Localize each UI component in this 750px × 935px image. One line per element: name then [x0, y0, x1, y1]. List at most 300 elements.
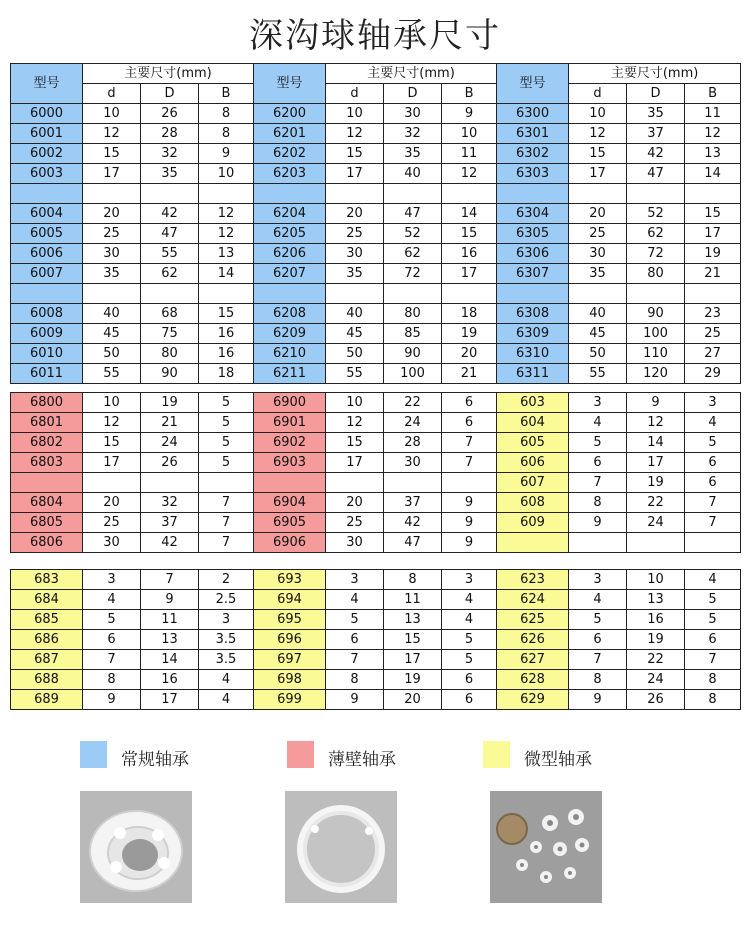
dim-B-cell: 18 — [199, 364, 254, 384]
dim-d-cell: 25 — [83, 513, 141, 533]
dim-d-cell: 20 — [83, 204, 141, 224]
model-cell: 629 — [497, 690, 569, 710]
dim-d-cell: 50 — [569, 344, 627, 364]
dim-d-cell: 9 — [83, 690, 141, 710]
dim-B-cell: 4 — [442, 610, 497, 630]
dim-B-cell: 2 — [199, 570, 254, 590]
dim-d-cell: 30 — [326, 533, 384, 553]
model-cell: 6311 — [497, 364, 569, 384]
legend-swatch-standard — [80, 741, 107, 768]
legend-swatch-thin — [287, 741, 314, 768]
dim-B-cell: 5 — [199, 413, 254, 433]
dim-B-cell: 9 — [199, 144, 254, 164]
dim-D-cell: 20 — [384, 690, 442, 710]
dim-d-cell: 17 — [83, 164, 141, 184]
model-cell: 6902 — [254, 433, 326, 453]
dim-B-cell: 14 — [442, 204, 497, 224]
dim-D-cell: 75 — [141, 324, 199, 344]
dim-d-cell: 15 — [83, 433, 141, 453]
dim-D-cell — [384, 284, 442, 304]
model-cell: 6006 — [11, 244, 83, 264]
dim-B-cell: 15 — [199, 304, 254, 324]
dim-D-cell: 100 — [384, 364, 442, 384]
model-cell: 689 — [11, 690, 83, 710]
dim-B-cell: 19 — [442, 324, 497, 344]
dim-B-cell: 8 — [685, 690, 741, 710]
dim-B-cell: 5 — [685, 590, 741, 610]
table-row — [11, 453, 741, 473]
dim-d-cell: 4 — [83, 590, 141, 610]
dim-B-cell: 7 — [442, 453, 497, 473]
model-cell — [497, 184, 569, 204]
dim-d-cell: 4 — [569, 413, 627, 433]
dim-B-cell: 17 — [442, 264, 497, 284]
dim-B-cell: 12 — [199, 224, 254, 244]
dim-D-cell — [627, 284, 685, 304]
dim-d-cell: 55 — [326, 364, 384, 384]
dim-d-cell: 55 — [83, 364, 141, 384]
dim-B-cell: 6 — [685, 473, 741, 493]
dim-d-cell: 12 — [326, 124, 384, 144]
dim-D-cell: 26 — [627, 690, 685, 710]
dim-B-cell: 21 — [685, 264, 741, 284]
dim-d-cell: 17 — [326, 164, 384, 184]
dim-D-cell: 55 — [141, 244, 199, 264]
dim-B-cell: 6 — [442, 413, 497, 433]
dim-B-cell: 4 — [199, 670, 254, 690]
dim-B-cell: 9 — [442, 533, 497, 553]
dim-B-cell — [199, 473, 254, 493]
model-cell: 6209 — [254, 324, 326, 344]
dim-d-cell: 17 — [83, 453, 141, 473]
dim-d-cell: 50 — [83, 344, 141, 364]
dim-D-cell: 16 — [627, 610, 685, 630]
dim-d-cell — [326, 473, 384, 493]
table-row — [11, 304, 741, 324]
model-cell: 6000 — [11, 104, 83, 124]
dim-D-cell: 32 — [141, 493, 199, 513]
dim-B-cell — [685, 284, 741, 304]
dim-D-cell: 12 — [627, 413, 685, 433]
model-cell: 6001 — [11, 124, 83, 144]
model-cell: 6011 — [11, 364, 83, 384]
dim-D-cell: 19 — [627, 473, 685, 493]
dim-d-cell: 3 — [326, 570, 384, 590]
dim-D-cell: 22 — [384, 393, 442, 413]
dims-header: 主要尺寸(mm) — [569, 64, 741, 84]
model-cell: 6804 — [11, 493, 83, 513]
model-cell: 6903 — [254, 453, 326, 473]
dim-D-cell: 47 — [384, 204, 442, 224]
dim-d-cell: 30 — [83, 533, 141, 553]
table-row — [11, 630, 741, 650]
model-cell: 6210 — [254, 344, 326, 364]
dim-d-cell: 15 — [326, 433, 384, 453]
model-cell: 695 — [254, 610, 326, 630]
page-title: 深沟球轴承尺寸 — [249, 16, 501, 56]
model-cell: 6204 — [254, 204, 326, 224]
dim-B-cell: 5 — [685, 610, 741, 630]
dim-d-cell: 20 — [326, 493, 384, 513]
table-header-row — [11, 64, 741, 84]
dim-d-cell: 9 — [569, 690, 627, 710]
dim-d-cell: 10 — [326, 393, 384, 413]
dim-B-cell: 15 — [685, 204, 741, 224]
dim-D-cell: 37 — [141, 513, 199, 533]
dim-D-cell: 16 — [141, 670, 199, 690]
dims-header: 主要尺寸(mm) — [326, 64, 497, 84]
dim-d-cell: 10 — [83, 393, 141, 413]
miniature-bearing-photo — [490, 791, 602, 903]
dim-D-cell: 17 — [627, 453, 685, 473]
dim-d-cell: 9 — [569, 513, 627, 533]
model-cell: 6304 — [497, 204, 569, 224]
dim-B-cell: 3.5 — [199, 650, 254, 670]
model-cell: 696 — [254, 630, 326, 650]
model-cell: 608 — [497, 493, 569, 513]
model-cell: 6308 — [497, 304, 569, 324]
dim-d-cell — [83, 184, 141, 204]
dim-B-cell: 7 — [685, 650, 741, 670]
dim-d-cell: 45 — [83, 324, 141, 344]
dim-d-cell: 10 — [326, 104, 384, 124]
dim-B-cell — [685, 533, 741, 553]
dim-d-cell: 45 — [569, 324, 627, 344]
dim-D-cell: 72 — [627, 244, 685, 264]
dim-B-cell: 6 — [442, 690, 497, 710]
model-cell: 605 — [497, 433, 569, 453]
dim-D-cell: 47 — [384, 533, 442, 553]
legend-label-miniature: 微型轴承 — [524, 750, 592, 770]
col-D-header: D — [384, 84, 442, 104]
model-cell: 693 — [254, 570, 326, 590]
model-cell: 6307 — [497, 264, 569, 284]
dim-D-cell: 80 — [627, 264, 685, 284]
dim-B-cell: 6 — [442, 670, 497, 690]
dim-B-cell: 17 — [685, 224, 741, 244]
col-B-header: B — [199, 84, 254, 104]
dim-D-cell: 19 — [141, 393, 199, 413]
col-d-header: d — [326, 84, 384, 104]
dim-B-cell: 9 — [442, 493, 497, 513]
dim-D-cell: 17 — [141, 690, 199, 710]
model-cell: 6800 — [11, 393, 83, 413]
model-cell: 6010 — [11, 344, 83, 364]
dim-B-cell — [685, 184, 741, 204]
model-cell — [254, 184, 326, 204]
dim-D-cell — [384, 473, 442, 493]
dim-D-cell: 32 — [141, 144, 199, 164]
dim-D-cell: 28 — [141, 124, 199, 144]
dim-D-cell: 9 — [627, 393, 685, 413]
dim-d-cell — [569, 184, 627, 204]
dim-d-cell: 5 — [569, 610, 627, 630]
dim-D-cell: 72 — [384, 264, 442, 284]
model-cell: 697 — [254, 650, 326, 670]
dim-D-cell: 42 — [384, 513, 442, 533]
dim-d-cell: 3 — [569, 570, 627, 590]
table-row — [11, 204, 741, 224]
dim-d-cell: 20 — [326, 204, 384, 224]
dim-B-cell: 5 — [199, 453, 254, 473]
model-cell: 6202 — [254, 144, 326, 164]
dim-D-cell: 28 — [384, 433, 442, 453]
dim-d-cell: 35 — [569, 264, 627, 284]
dim-d-cell — [83, 473, 141, 493]
table-row — [11, 433, 741, 453]
dim-B-cell: 13 — [685, 144, 741, 164]
dim-D-cell: 42 — [141, 533, 199, 553]
model-cell: 6901 — [254, 413, 326, 433]
dim-B-cell: 15 — [442, 224, 497, 244]
dim-B-cell: 13 — [199, 244, 254, 264]
dim-B-cell: 5 — [442, 630, 497, 650]
dim-d-cell: 4 — [326, 590, 384, 610]
dim-d-cell: 20 — [569, 204, 627, 224]
dim-D-cell: 13 — [141, 630, 199, 650]
model-cell: 6007 — [11, 264, 83, 284]
dim-d-cell: 5 — [569, 433, 627, 453]
model-cell: 6803 — [11, 453, 83, 473]
table-row — [11, 124, 741, 144]
model-cell: 6806 — [11, 533, 83, 553]
dim-D-cell: 100 — [627, 324, 685, 344]
dim-B-cell: 12 — [685, 124, 741, 144]
model-cell: 6805 — [11, 513, 83, 533]
dim-B-cell: 11 — [685, 104, 741, 124]
dim-d-cell: 10 — [83, 104, 141, 124]
dim-B-cell — [442, 284, 497, 304]
dim-d-cell: 30 — [83, 244, 141, 264]
dim-D-cell: 120 — [627, 364, 685, 384]
dim-D-cell: 47 — [141, 224, 199, 244]
dim-d-cell: 40 — [326, 304, 384, 324]
dim-B-cell: 21 — [442, 364, 497, 384]
table-row — [11, 650, 741, 670]
model-cell — [11, 184, 83, 204]
dim-d-cell: 6 — [326, 630, 384, 650]
dim-B-cell: 16 — [199, 324, 254, 344]
dim-d-cell: 12 — [83, 124, 141, 144]
dim-D-cell: 7 — [141, 570, 199, 590]
dim-D-cell: 22 — [627, 650, 685, 670]
dim-B-cell: 4 — [442, 590, 497, 610]
dim-D-cell: 37 — [384, 493, 442, 513]
dim-D-cell: 37 — [627, 124, 685, 144]
dim-B-cell: 3 — [442, 570, 497, 590]
thin-wall-bearing-table — [10, 392, 741, 553]
dim-D-cell: 40 — [384, 164, 442, 184]
table-row — [11, 344, 741, 364]
dim-D-cell: 11 — [384, 590, 442, 610]
model-cell: 6900 — [254, 393, 326, 413]
standard-bearing-photo — [80, 791, 192, 903]
table-row — [11, 164, 741, 184]
model-cell: 6300 — [497, 104, 569, 124]
dim-B-cell: 3 — [199, 610, 254, 630]
dim-D-cell: 85 — [384, 324, 442, 344]
dim-B-cell — [199, 184, 254, 204]
table-row — [11, 570, 741, 590]
dim-B-cell: 6 — [685, 453, 741, 473]
dim-D-cell — [627, 184, 685, 204]
dim-B-cell: 14 — [199, 264, 254, 284]
dim-d-cell: 30 — [569, 244, 627, 264]
dim-d-cell: 8 — [569, 493, 627, 513]
table-row — [11, 224, 741, 244]
model-cell: 625 — [497, 610, 569, 630]
dim-D-cell: 24 — [627, 670, 685, 690]
dim-D-cell: 24 — [384, 413, 442, 433]
dim-D-cell: 13 — [384, 610, 442, 630]
model-cell: 6008 — [11, 304, 83, 324]
dim-d-cell: 25 — [569, 224, 627, 244]
model-cell — [11, 473, 83, 493]
dim-d-cell: 45 — [326, 324, 384, 344]
dim-B-cell: 23 — [685, 304, 741, 324]
model-cell: 626 — [497, 630, 569, 650]
dim-D-cell: 24 — [141, 433, 199, 453]
dim-D-cell — [141, 473, 199, 493]
dim-D-cell: 42 — [627, 144, 685, 164]
dim-D-cell — [141, 284, 199, 304]
table-row — [11, 513, 741, 533]
dim-B-cell: 18 — [442, 304, 497, 324]
dim-d-cell: 6 — [83, 630, 141, 650]
model-cell: 6906 — [254, 533, 326, 553]
model-cell: 623 — [497, 570, 569, 590]
dim-B-cell: 7 — [685, 493, 741, 513]
dim-B-cell: 12 — [442, 164, 497, 184]
dim-d-cell — [83, 284, 141, 304]
dim-D-cell: 21 — [141, 413, 199, 433]
dim-d-cell: 25 — [326, 513, 384, 533]
dim-D-cell: 80 — [384, 304, 442, 324]
model-cell — [254, 473, 326, 493]
dim-d-cell: 7 — [569, 473, 627, 493]
dim-D-cell: 90 — [141, 364, 199, 384]
dim-B-cell: 25 — [685, 324, 741, 344]
model-cell: 683 — [11, 570, 83, 590]
dim-d-cell: 4 — [569, 590, 627, 610]
legend-swatch-miniature — [483, 741, 510, 768]
dim-D-cell: 24 — [627, 513, 685, 533]
dim-d-cell: 8 — [83, 670, 141, 690]
dim-B-cell: 7 — [199, 513, 254, 533]
model-cell: 686 — [11, 630, 83, 650]
model-cell: 628 — [497, 670, 569, 690]
dim-D-cell: 110 — [627, 344, 685, 364]
dim-d-cell: 17 — [569, 164, 627, 184]
table-row — [11, 590, 741, 610]
dim-B-cell: 14 — [685, 164, 741, 184]
dim-D-cell: 17 — [384, 650, 442, 670]
model-cell: 6201 — [254, 124, 326, 144]
dim-D-cell: 90 — [627, 304, 685, 324]
dim-B-cell: 11 — [442, 144, 497, 164]
model-cell: 6203 — [254, 164, 326, 184]
col-D-header: D — [141, 84, 199, 104]
dim-d-cell: 10 — [569, 104, 627, 124]
dim-d-cell: 6 — [569, 630, 627, 650]
dim-D-cell: 10 — [627, 570, 685, 590]
model-cell: 6003 — [11, 164, 83, 184]
model-cell: 6205 — [254, 224, 326, 244]
dim-B-cell: 3 — [685, 393, 741, 413]
dim-D-cell — [627, 533, 685, 553]
model-cell: 6002 — [11, 144, 83, 164]
dim-d-cell — [326, 184, 384, 204]
model-cell: 6211 — [254, 364, 326, 384]
model-cell: 698 — [254, 670, 326, 690]
model-cell — [11, 284, 83, 304]
dim-d-cell — [326, 284, 384, 304]
model-cell: 684 — [11, 590, 83, 610]
model-cell: 6905 — [254, 513, 326, 533]
model-cell: 6301 — [497, 124, 569, 144]
model-cell: 6208 — [254, 304, 326, 324]
dim-B-cell: 4 — [685, 413, 741, 433]
model-cell: 6206 — [254, 244, 326, 264]
standard-bearing-table — [10, 63, 741, 384]
model-cell: 627 — [497, 650, 569, 670]
dim-B-cell: 8 — [199, 104, 254, 124]
dim-d-cell — [569, 284, 627, 304]
model-cell: 687 — [11, 650, 83, 670]
dim-D-cell: 35 — [627, 104, 685, 124]
dim-d-cell: 12 — [83, 413, 141, 433]
dim-D-cell: 32 — [384, 124, 442, 144]
dim-B-cell: 3.5 — [199, 630, 254, 650]
dim-d-cell: 12 — [569, 124, 627, 144]
model-cell: 6005 — [11, 224, 83, 244]
dim-D-cell: 62 — [627, 224, 685, 244]
dim-B-cell: 2.5 — [199, 590, 254, 610]
table-row — [11, 610, 741, 630]
dim-d-cell: 5 — [83, 610, 141, 630]
model-header: 型号 — [254, 64, 326, 104]
model-cell: 624 — [497, 590, 569, 610]
dim-D-cell: 26 — [141, 104, 199, 124]
dim-d-cell: 15 — [569, 144, 627, 164]
dim-d-cell: 20 — [83, 493, 141, 513]
dim-D-cell: 52 — [627, 204, 685, 224]
model-cell: 688 — [11, 670, 83, 690]
table-row — [11, 393, 741, 413]
table-row — [11, 533, 741, 553]
dim-D-cell: 30 — [384, 104, 442, 124]
dim-B-cell: 9 — [442, 104, 497, 124]
dim-D-cell: 11 — [141, 610, 199, 630]
model-cell: 6200 — [254, 104, 326, 124]
dim-D-cell: 14 — [141, 650, 199, 670]
model-cell: 694 — [254, 590, 326, 610]
dim-D-cell: 52 — [384, 224, 442, 244]
model-cell: 699 — [254, 690, 326, 710]
dims-header: 主要尺寸(mm) — [83, 64, 254, 84]
dim-d-cell: 3 — [83, 570, 141, 590]
dim-d-cell: 3 — [569, 393, 627, 413]
legend-label-standard: 常规轴承 — [121, 750, 189, 770]
dim-d-cell: 25 — [326, 224, 384, 244]
dim-B-cell: 7 — [442, 433, 497, 453]
model-cell: 6004 — [11, 204, 83, 224]
dim-d-cell: 55 — [569, 364, 627, 384]
table-row — [11, 184, 741, 204]
col-B-header: B — [442, 84, 497, 104]
dim-d-cell: 8 — [326, 670, 384, 690]
dim-D-cell: 30 — [384, 453, 442, 473]
